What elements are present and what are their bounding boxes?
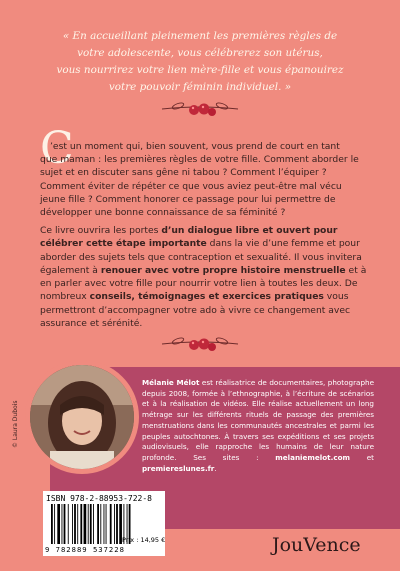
- text-run: dans la vie d’une femme et pour aborder des sujets tels que contraception et sexualité. Il vous invitera également à: [40, 238, 362, 276]
- quote-line: vous nourrirez votre lien mère-fille et vous épanouirez: [56, 64, 344, 76]
- author-website-link[interactable]: premiereslunes.fr: [142, 463, 215, 473]
- bold-run: conseils, témoignages et exercices pratiques: [89, 291, 324, 303]
- barcode-bar: [77, 504, 78, 544]
- quote-line: votre pouvoir féminin individuel. »: [108, 81, 292, 93]
- author-website-link[interactable]: melaniemelot.com: [275, 452, 351, 462]
- barcode-bar: [74, 504, 76, 544]
- barcode-bar: [104, 504, 105, 544]
- barcode-bar: [97, 504, 99, 544]
- text-run: vous permettront d’accompagner votre ado à vivre ce changement avec assurance et sérénité.: [40, 291, 351, 330]
- barcode-bar: [84, 504, 87, 544]
- quote-line: « En accueillant pleinement les premières règles de: [62, 30, 338, 42]
- barcode-bar: [57, 504, 60, 544]
- text-run: est réalisatrice de documentaires, photographe depuis 2008, formée à l’ethnographie, à l’écriture de scénarios et à la réalisation de vidéos. Elle réalise actuellement un long métrage sur les différents rituels de passage des premières menstruations dans les communautés ancestrales et parmi les peuples autochtones. À travers ses expéditions et ses projets audiovisuels, elle rapproche les humains de leur nature profonde. Ses sites :: [142, 378, 374, 462]
- author-portrait-image: [30, 365, 134, 469]
- publisher-logo: [270, 532, 380, 556]
- barcode-bar: [72, 504, 73, 544]
- bold-run: renouer avec votre propre histoire menstruelle: [100, 264, 346, 276]
- text-run: .: [214, 463, 217, 473]
- author-bio: [142, 378, 374, 474]
- barcode-bar: [68, 504, 69, 544]
- barcode-bar: [114, 504, 115, 544]
- barcode-bar: [64, 504, 66, 544]
- svg-text:© Laura Dubois: © Laura Dubois: [12, 400, 19, 448]
- text-run: et: [350, 452, 374, 462]
- barcode-bar: [54, 504, 55, 544]
- barcode-bar: [93, 504, 94, 544]
- intro-body: que maman : les premières règles de votre fille. Comment aborder le sujet et en discuter sans gêne ni tabou ? Comment l’équiper ? Comment éviter de répéter ce que vous aviez peut-être mal vécu jeune fille ? Comment honorer ce passage pour lui permettre de développer une bonne connaissance de sa féminité ?: [40, 154, 359, 219]
- price-label: Prix : 14,95 €: [122, 536, 166, 544]
- isbn-label: ISBN 978-2-88953-722-8: [46, 494, 152, 503]
- drop-cap: C: [40, 123, 74, 174]
- barcode-bar: [88, 504, 89, 544]
- berry-branch-ornament: [160, 332, 240, 354]
- barcode-bar: [100, 504, 101, 544]
- author-name: Mélanie Mélot: [142, 378, 200, 387]
- barcode-bar: [62, 504, 63, 544]
- barcode-bar: [80, 504, 82, 544]
- quote-line: votre adolescente, vous célébrerez son utérus,: [77, 47, 323, 59]
- pull-quote: [48, 28, 352, 96]
- barcode-bar: [90, 504, 92, 544]
- text-run: Ce livre ouvrira les portes: [40, 225, 162, 236]
- barcode-bar: [51, 504, 53, 544]
- bold-run: d’un dialogue libre et ouvert pour célébrer cette étape importante: [40, 225, 338, 250]
- ean-digits: 9 782889 537228: [45, 545, 125, 554]
- text-run: et à en parler avec votre fille pour nourrir votre lien à toutes les deux. De nombreux: [40, 264, 367, 303]
- barcode-bar: [110, 504, 112, 544]
- barcode-bar: [116, 504, 118, 544]
- description-paragraph: [40, 224, 370, 330]
- svg-text:JouVence: JouVence: [272, 534, 361, 556]
- barcode-bar: [106, 504, 107, 544]
- berry-branch-ornament: [160, 97, 240, 119]
- intro-first-line: ’est un moment qui, bien souvent, vous prend de court en tant: [50, 141, 340, 152]
- author-photo: [25, 360, 139, 474]
- photo-credit: [7, 390, 21, 450]
